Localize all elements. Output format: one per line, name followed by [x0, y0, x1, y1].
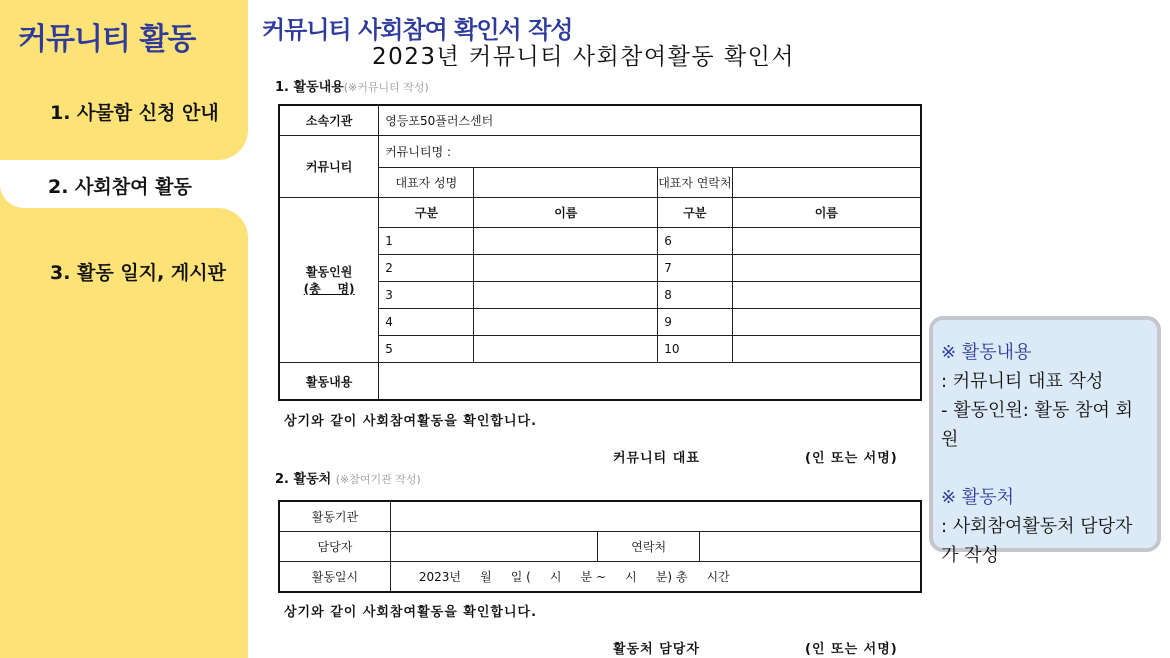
- sign-label: 활동처 담당자: [613, 642, 700, 657]
- member-name-field[interactable]: [732, 309, 921, 336]
- place-label: 활동기관: [279, 501, 390, 532]
- members-label-cell: [279, 198, 379, 363]
- community-label: 커뮤니티: [279, 136, 379, 198]
- row-number: 9: [658, 309, 732, 336]
- sidebar-item-social-activity[interactable]: [0, 160, 248, 208]
- row-number: 1: [379, 228, 474, 255]
- row-number: 10: [658, 336, 732, 363]
- activity-table: [278, 104, 922, 401]
- section1-label: 1. 활동내용: [275, 80, 344, 95]
- rep-name-field[interactable]: [474, 168, 658, 198]
- row-number: 2: [379, 255, 474, 282]
- row-number: 8: [658, 282, 732, 309]
- note-heading: ※ 활동내용: [941, 342, 1032, 363]
- member-name-field[interactable]: [732, 336, 921, 363]
- rep-contact-label: 대표자 연락처: [658, 168, 732, 198]
- sign-label: 커뮤니티 대표: [613, 451, 700, 466]
- member-name-field[interactable]: [474, 228, 658, 255]
- row-number: 3: [379, 282, 474, 309]
- row-number: 5: [379, 336, 474, 363]
- member-name-field[interactable]: [474, 309, 658, 336]
- row-number: 6: [658, 228, 732, 255]
- sidebar-item-label: 1. 사물함 신청 안내: [50, 102, 219, 124]
- member-name-field[interactable]: [474, 255, 658, 282]
- sidebar: [0, 0, 248, 658]
- date-label: 활동일시: [279, 562, 390, 593]
- instruction-note: [929, 316, 1161, 566]
- content-field[interactable]: [379, 363, 921, 401]
- rep-contact-field[interactable]: [732, 168, 921, 198]
- col-name-header: 이름: [732, 198, 921, 228]
- place-table: [278, 500, 922, 593]
- page-title: 커뮤니티 사회참여 확인서 작성: [262, 16, 573, 44]
- confirm-text: 상기와 같이 사회참여활동을 확인합니다.: [284, 414, 538, 429]
- section2-note: (※참여기관 작성): [335, 473, 421, 486]
- sidebar-title: 커뮤니티 활동: [18, 22, 196, 57]
- member-name-field[interactable]: [732, 228, 921, 255]
- member-name-field[interactable]: [474, 336, 658, 363]
- note-heading: ※ 활동처: [941, 487, 1014, 508]
- community-name-field[interactable]: 커뮤니티명 :: [379, 136, 921, 168]
- section2-label: 2. 활동처: [275, 472, 332, 487]
- members-count: (총 명): [303, 282, 355, 296]
- sidebar-divider: [0, 208, 248, 238]
- member-name-field[interactable]: [732, 282, 921, 309]
- note-spacer: [941, 454, 1149, 483]
- sign-note: (인 또는 서명): [805, 451, 898, 466]
- content-label: 활동내용: [279, 363, 379, 401]
- sidebar-item-label: 3. 활동 일지, 게시판: [50, 262, 226, 284]
- col-name-header: 이름: [474, 198, 658, 228]
- rep-name-label: 대표자 성명: [379, 168, 474, 198]
- contact-label: 연락처: [598, 532, 700, 562]
- confirm-text: 상기와 같이 사회참여활동을 확인합니다.: [284, 605, 538, 620]
- col-num-header: 구분: [658, 198, 732, 228]
- member-name-field[interactable]: [732, 255, 921, 282]
- row-number: 7: [658, 255, 732, 282]
- contact-field[interactable]: [700, 532, 921, 562]
- section1-note: (※커뮤니티 작성): [343, 81, 429, 94]
- members-label: 활동인원: [305, 265, 353, 279]
- sidebar-divider: [0, 130, 248, 160]
- document-title: 2023년 커뮤니티 사회참여활동 확인서: [372, 44, 796, 70]
- date-field[interactable]: 2023년 월 일 ( 시 분 ~ 시 분) 총 시간: [390, 562, 921, 593]
- section2-heading: [275, 468, 421, 487]
- manager-label: 담당자: [279, 532, 390, 562]
- note-line: : 커뮤니티 대표 작성: [941, 371, 1104, 392]
- place-field[interactable]: [390, 501, 921, 532]
- sidebar-item-label: 2. 사회참여 활동: [48, 176, 192, 198]
- sidebar-item-locker-guide[interactable]: [0, 98, 248, 128]
- org-value: 영등포50플러스센터: [379, 105, 921, 136]
- sign-note: (인 또는 서명): [805, 642, 898, 657]
- note-line: : 사회참여활동처 담당자가 작성: [941, 516, 1133, 566]
- section1-heading: [275, 76, 429, 95]
- row-number: 4: [379, 309, 474, 336]
- org-label: 소속기관: [279, 105, 379, 136]
- note-line: - 활동인원: 활동 참여 회원: [941, 400, 1133, 450]
- manager-field[interactable]: [390, 532, 597, 562]
- col-num-header: 구분: [379, 198, 474, 228]
- member-name-field[interactable]: [474, 282, 658, 309]
- sidebar-item-activity-log[interactable]: [0, 258, 248, 288]
